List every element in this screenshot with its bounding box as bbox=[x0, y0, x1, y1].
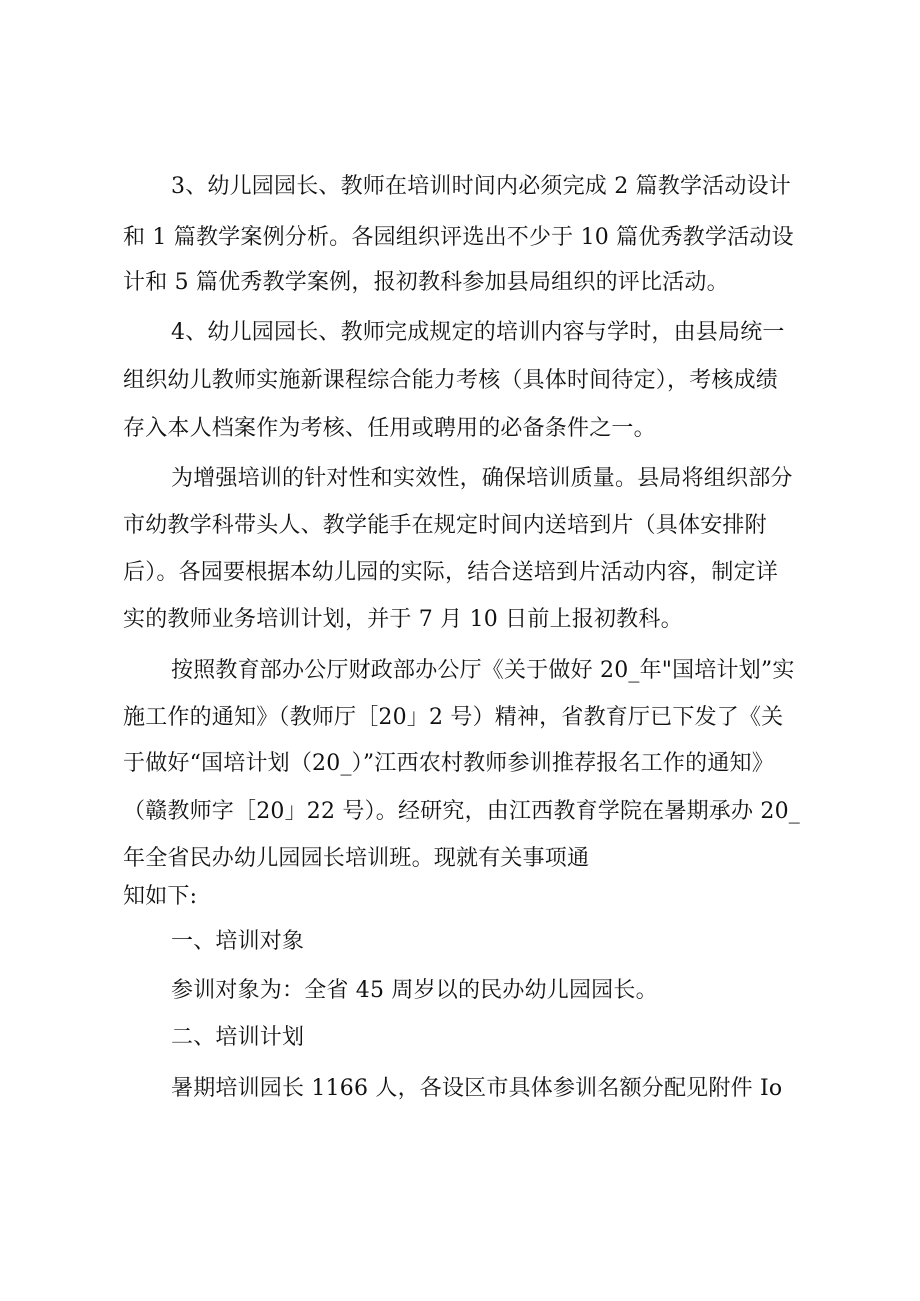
paragraph-6-line-1: 按照教育部办公厅财政部办公厅《关于做好 20_年"国培计划”实 bbox=[171, 658, 795, 683]
section-heading-training-target: 一、培训对象 bbox=[171, 929, 305, 954]
paragraph-5-line-4: 实的教师业务培训计划，并于 7 月 10 日前上报初教科。 bbox=[123, 607, 683, 632]
section-heading-training-plan: 二、培训计划 bbox=[171, 1025, 305, 1050]
paragraph-4-line-1: 4、幼儿园园长、教师完成规定的培训内容与学时，由县局统一 bbox=[171, 320, 785, 345]
paragraph-4-line-2: 组织幼儿教师实施新课程综合能力考核（具体时间待定），考核成绩 bbox=[123, 368, 779, 393]
paragraph-4-line-3: 存入本人档案作为考核、任用或聘用的必备条件之一。 bbox=[123, 416, 656, 441]
paragraph-6-line-2: 施工作的通知》（教师厅［20」2 号）精神，省教育厅已下发了《关 bbox=[123, 705, 784, 730]
paragraph-3-line-1: 3、幼儿园园长、教师在培训时间内必须完成 2 篇教学活动设计 bbox=[171, 174, 791, 199]
training-plan-text: 暑期培训园长 1166 人，各设区市具体参训名额分配见附件 Io bbox=[171, 1076, 783, 1101]
paragraph-5-line-2: 市幼教学科带头人、教学能手在规定时间内送培到片（具体安排附 bbox=[123, 513, 767, 538]
paragraph-5-line-1: 为增强培训的针对性和实效性，确保培训质量。县局将组织部分 bbox=[171, 466, 793, 491]
paragraph-6-line-3: 于做好“国培计划（20_）”江西农村教师参训推荐报名工作的通知》 bbox=[123, 751, 774, 776]
paragraph-6-line-4: （赣教师字［20」22 号）。经研究，由江西教育学院在暑期承办 20_ bbox=[123, 799, 800, 824]
paragraph-6-line-5: 年全省民办幼儿园园长培训班。现就有关事项通 bbox=[123, 846, 590, 871]
paragraph-5-line-3: 后）。各园要根据本幼儿园的实际，结合送培到片活动内容，制定详 bbox=[123, 560, 779, 585]
training-target-text: 参训对象为：全省 45 周岁以的民办幼儿园园长。 bbox=[171, 978, 658, 1003]
paragraph-6-line-6: 知如下: bbox=[123, 884, 198, 909]
paragraph-3-line-3: 计和 5 篇优秀教学案例，报初教科参加县局组织的评比活动。 bbox=[123, 270, 729, 295]
paragraph-3-line-2: 和 1 篇教学案例分析。各园组织评选出不少于 10 篇优秀教学活动设 bbox=[123, 225, 794, 250]
